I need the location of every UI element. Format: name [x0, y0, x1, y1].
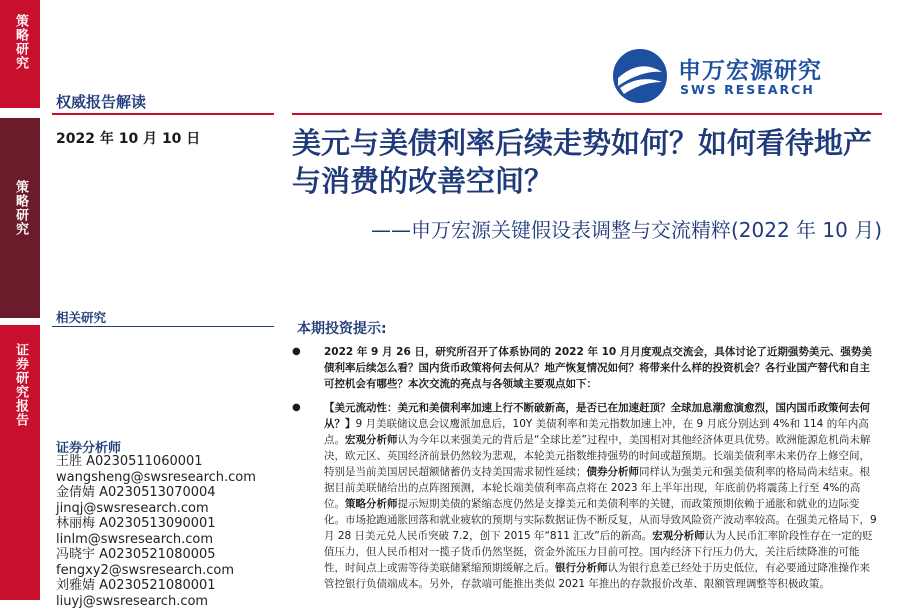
report-date: 2022 年 10 月 10 日: [56, 128, 200, 148]
analyst-email: jinqj@swsresearch.com: [56, 501, 286, 517]
divider-right-top: [292, 113, 882, 115]
page-subtitle: ——申万宏源关键假设表调整与交流精粹(2022 年 10 月): [292, 214, 882, 243]
bullet-dot-icon: ●: [292, 400, 301, 416]
divider-left-related: [52, 326, 274, 327]
analyst-email: linlm@swsresearch.com: [56, 532, 286, 548]
related-research-label: 相关研究: [56, 308, 106, 326]
sws-logo-mark-icon: [612, 48, 668, 104]
investment-tips: [290, 344, 878, 600]
sidebar-tag-securities-report: 证券研究报告: [0, 325, 40, 600]
section-header: 本期投资提示:: [297, 318, 387, 338]
report-type: 权威报告解读: [56, 91, 146, 112]
analyst-name: 林丽梅 A0230513090001: [56, 516, 286, 532]
sws-logo: [612, 48, 862, 108]
analyst-name: 金倩婧 A0230513070004: [56, 485, 286, 501]
logo-chinese-name: 申万宏源研究: [678, 52, 822, 85]
analyst-email: liuyj@swsresearch.com: [56, 594, 286, 609]
bullet-item: ● 2022 年 9 月 26 日，研究所召开了体系协同的 2022 年 10 月月度观点交流会，具体讨论了近期强势美元、强势美债利率后续怎么看？国内货币政策将何去何从？地产恢复情况如何？将带来什么样的投资机会？各行业国产替代和自主可控机会有哪些？本次交流的亮点与各领域主要观点如下：: [290, 344, 878, 392]
analysts-list: [56, 454, 286, 609]
analysts-header: 证券分析师: [56, 437, 121, 456]
analyst-name: 王胜 A0230511060001: [56, 454, 286, 470]
divider-left-top: [52, 113, 274, 115]
sidebar-tag-strategy-mid: 策略研究: [0, 118, 40, 318]
bullet-dot-icon: ●: [292, 344, 301, 360]
analyst-name: 冯晓宇 A0230521080005: [56, 547, 286, 563]
sidebar-tag-strategy-top: 策略研究: [0, 0, 40, 108]
analyst-name: 刘雅婧 A0230521080001: [56, 578, 286, 594]
logo-english-name: SWS RESEARCH: [680, 82, 815, 97]
analyst-email: fengxy2@swsresearch.com: [56, 563, 286, 579]
page-title: 美元与美债利率后续走势如何？如何看待地产与消费的改善空间？: [292, 124, 882, 200]
analyst-email: wangsheng@swsresearch.com: [56, 470, 286, 486]
bullet-item: ● 【美元流动性：美元和美债利率加速上行不断破新高，是否已在加速赶顶？全球加息潮愈演愈烈，国内国币政策何去何从？】9 月美联储议息会议鹰派加息后，10Y 美债利率和美元指数加速上冲，在 9 月底分别达到 4%和 114 的年内高点。宏观分析师认为今年以来强美元的背后是“全球比差”过程中，美国相对其他经济体更具优势。欧洲能源危机尚未解决，欧元区、英国经济前景仍然较为悲观，本轮美元指数维持强势的时间或超预期。长端美债利率未来仍存上修空间，特别是当前美国居民超额储蓄仍支持美国需求韧性延续；债券分析师同样认为强美元和强美债利率的格局尚未结束。根据目前美联储给出的点阵图预测，本轮长端美债利率高点将在 2023 年上半年出现，年底前仍将震荡上行至 4%的高位。策略分析师提示短期美债的紧缩态度仍然是支撑美元和美债利率的关键，而政策预期依赖于通胀和就业的边际变化。市场抢跑通胀回落和就业疲软的预期与实际数据证伪不断反复，从而导致风险资产波动率较高。在强美元格局下，9 月 28 日美元兑人民币突破 7.2，创下 2015 年“811 汇改”后的新高。宏观分析师认为人民币汇率阶段性存在一定的贬值压力，但人民币相对一揽子货币仍然坚挺，资金外流压力目前可控。国内经济下行压力仍大，关注后续降准的可能性，时间点上或需等待美联储紧缩预期缓解之后。银行分析师认为银行息差已经处于历史低位，有必要通过降准操作来管控银行负债端成本。另外，存款端可能推出类似 2021 年推出的存款报价改革、限额管理调整等积极政策。: [290, 400, 878, 592]
